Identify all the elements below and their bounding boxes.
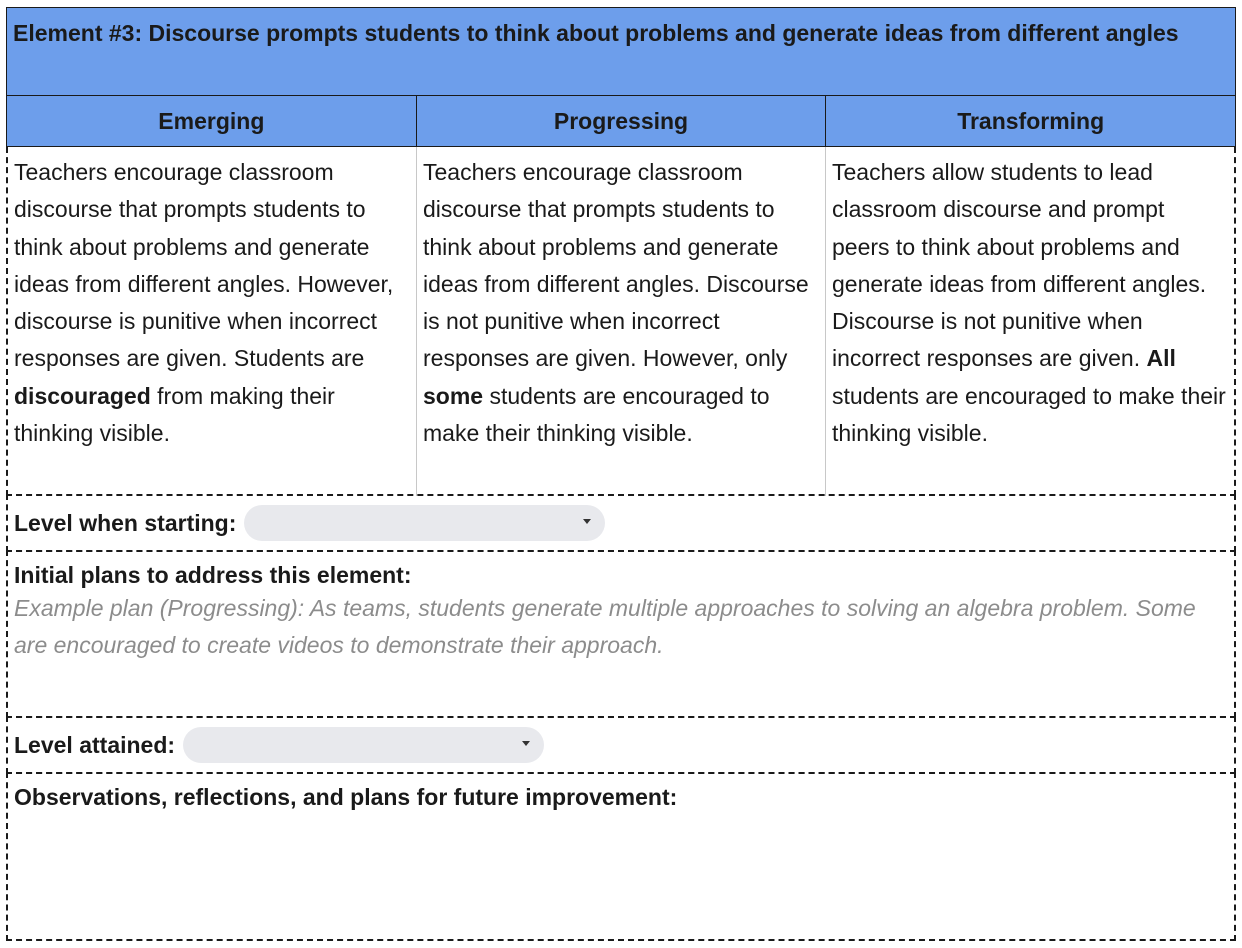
element-title: Element #3: Discourse prompts students to think about problems and generate ideas from different angles xyxy=(6,7,1236,96)
emerging-emphasis: discouraged xyxy=(14,382,151,409)
observations-field[interactable] xyxy=(6,772,1236,941)
emerging-description xyxy=(8,147,416,496)
progressing-emphasis: some xyxy=(423,382,484,409)
dropdown-caret-icon xyxy=(583,519,591,524)
header-emerging: Emerging xyxy=(158,107,265,134)
transforming-text-1: Teachers allow students to lead classroom discourse and prompt peers to think about problems and generate ideas from different angles. Discourse is not punitive when incorrect responses are given. xyxy=(832,159,1207,372)
header-transforming: Transforming xyxy=(825,96,1235,146)
attained-level-dropdown[interactable] xyxy=(183,727,544,763)
progressing-text-2: students are encouraged to make their thinking visible. xyxy=(423,382,770,447)
emerging-text-1: Teachers encourage classroom discourse that prompts students to think about problems and generate ideas from different angles. However, discourse is punitive when incorrect responses are given. Students are xyxy=(14,159,394,372)
starting-level-dropdown[interactable] xyxy=(244,505,605,541)
initial-plans-label: Initial plans to address this element: xyxy=(14,562,412,588)
level-descriptions-row xyxy=(6,147,1236,496)
element-rubric-table xyxy=(6,7,1236,941)
example-plan-text: Example plan (Progressing): As teams, students generate multiple approaches to solving an algebra problem. Some are encouraged to create videos to demonstrate their approach. xyxy=(14,595,1196,658)
header-progressing: Progressing xyxy=(416,96,826,146)
starting-level-row xyxy=(6,494,1236,552)
starting-level-label: Level when starting: xyxy=(14,509,237,536)
progressing-text-1: Teachers encourage classroom discourse that prompts students to think about problems and generate ideas from different angles. Discourse is not punitive when incorrect responses are given. However, only xyxy=(423,159,809,372)
emerging-text-2: from making their thinking visible. xyxy=(14,382,335,447)
progressing-description xyxy=(416,147,825,496)
level-header-row xyxy=(6,96,1236,147)
attained-level-label: Level attained: xyxy=(14,731,176,758)
transforming-text-2: students are encouraged to make their thinking visible. xyxy=(832,382,1226,447)
observations-label: Observations, reflections, and plans for future improvement: xyxy=(14,784,678,810)
transforming-description xyxy=(825,147,1234,496)
transforming-emphasis: All xyxy=(1146,345,1176,372)
initial-plans-field[interactable] xyxy=(6,550,1236,718)
dropdown-caret-icon xyxy=(522,741,530,746)
attained-level-row xyxy=(6,716,1236,774)
